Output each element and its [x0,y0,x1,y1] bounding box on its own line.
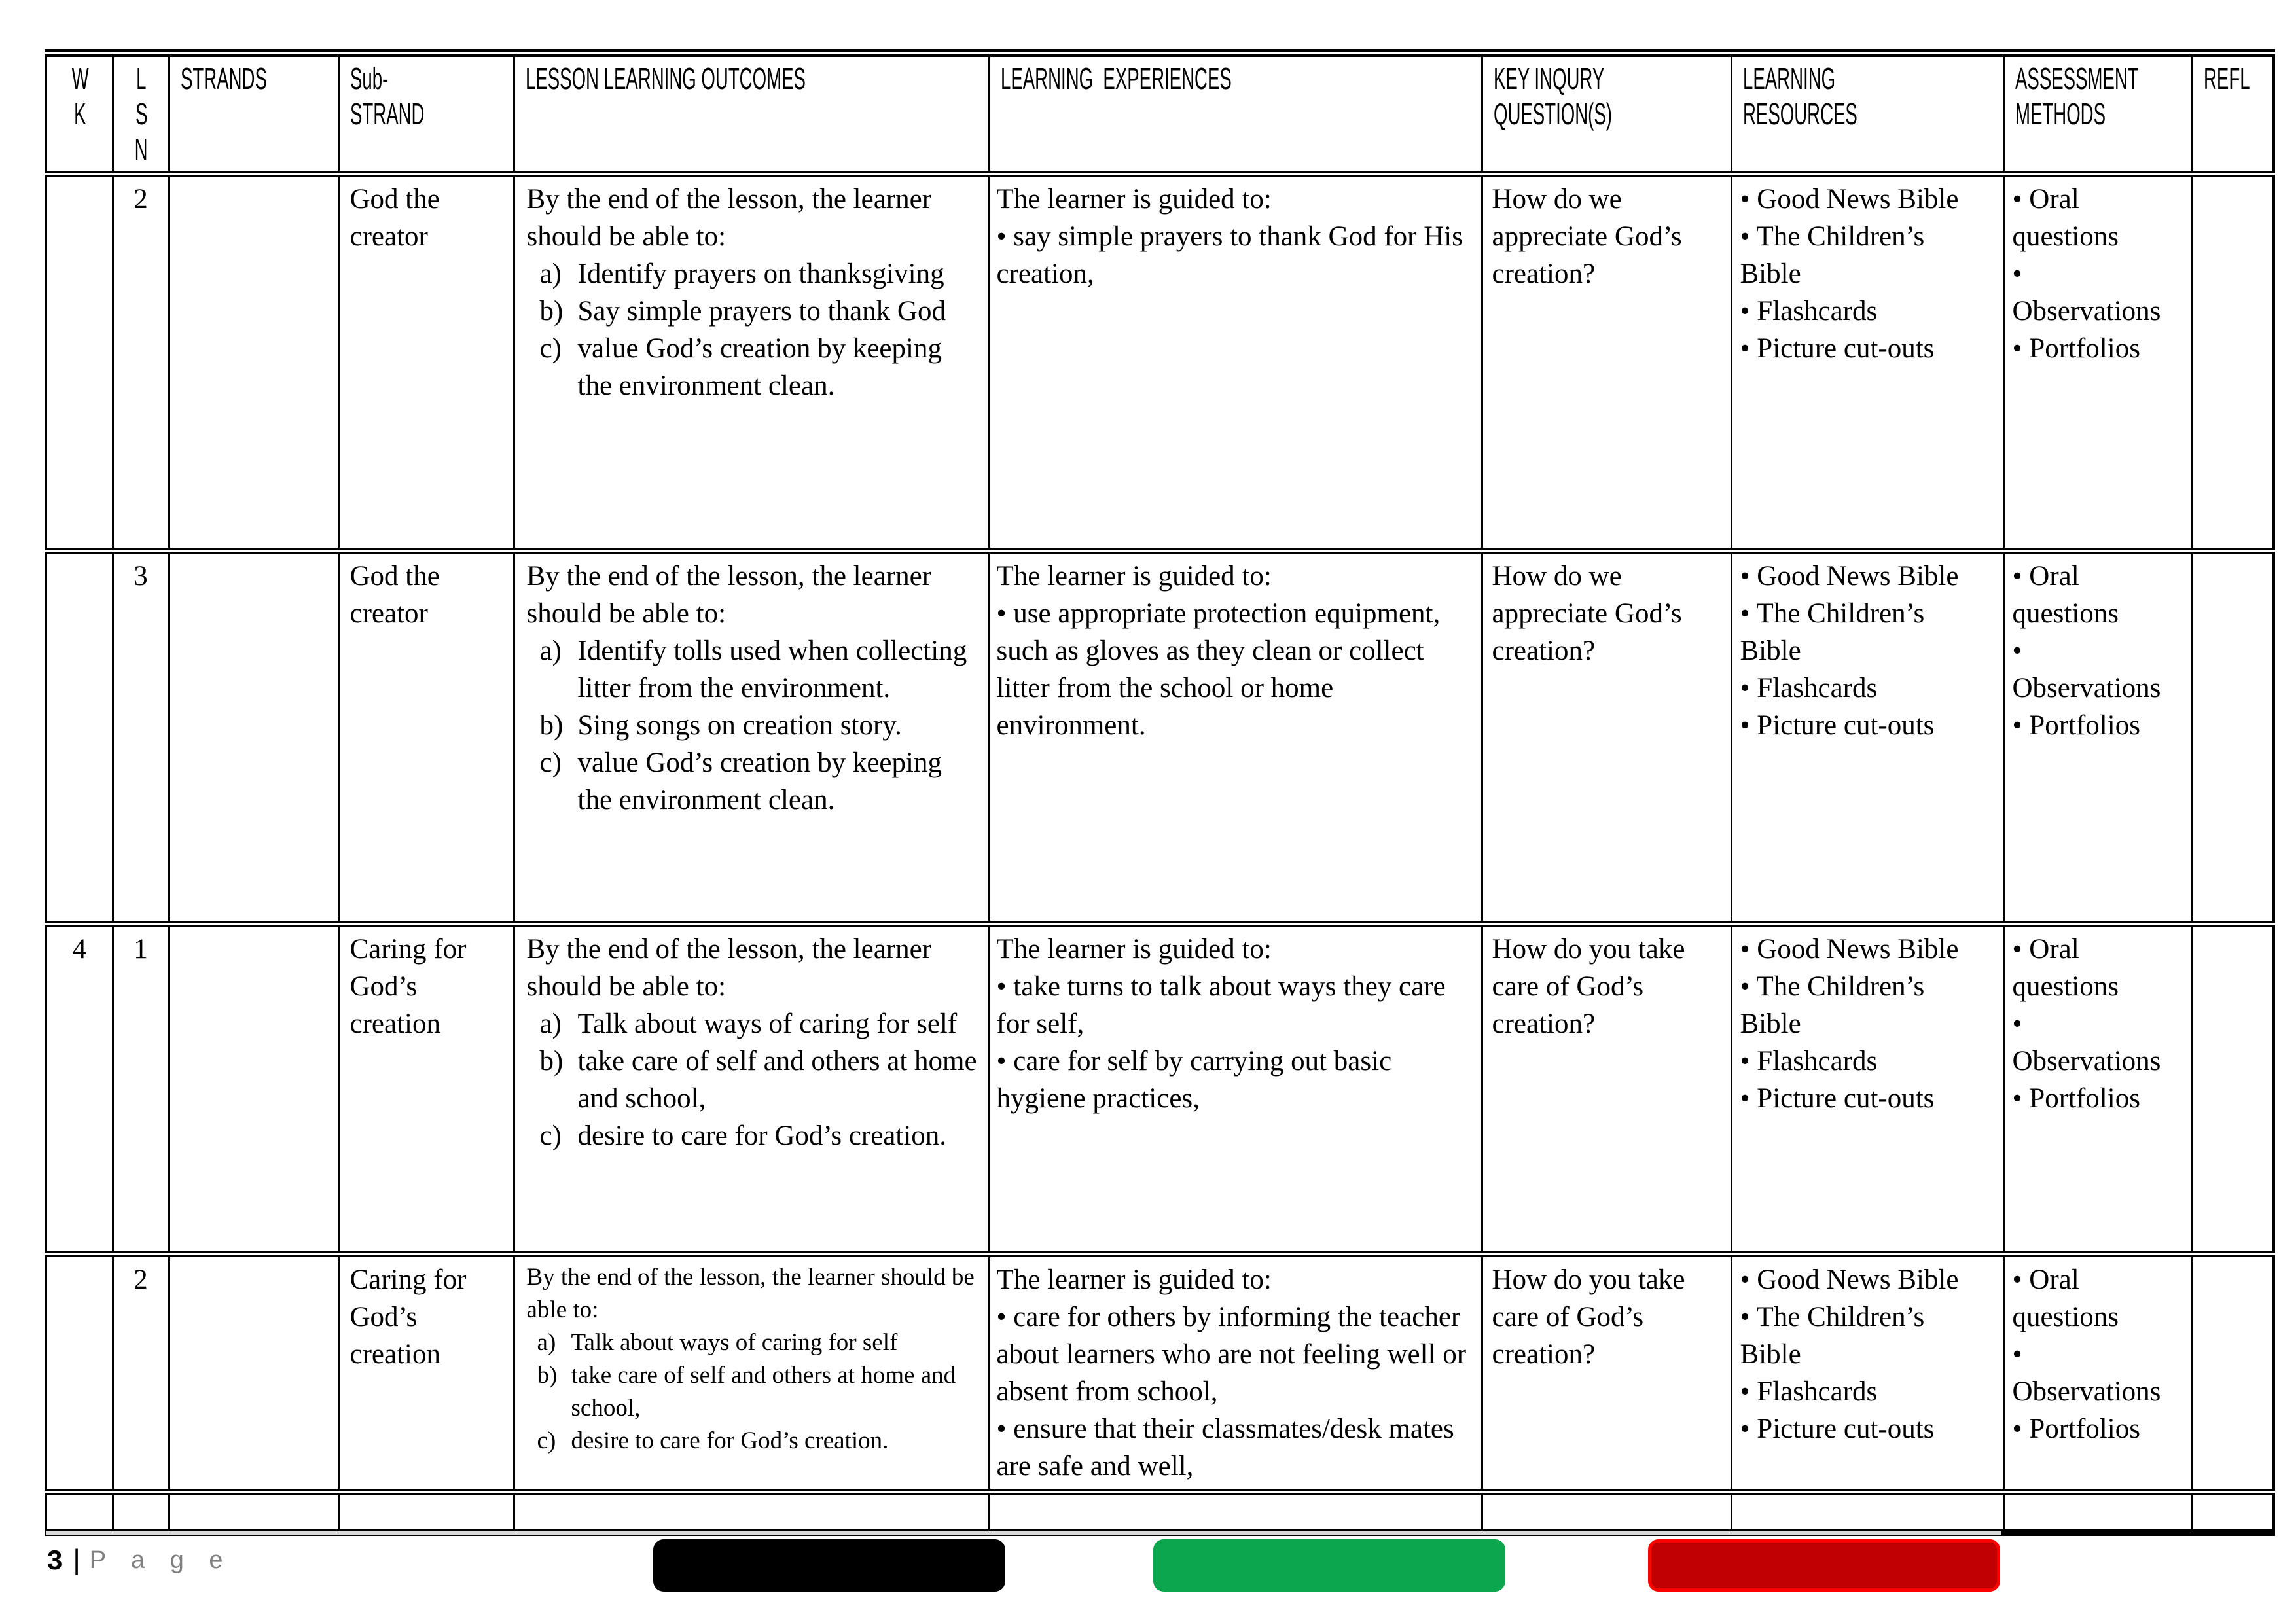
cell-inquiry: How do you take care of God’s creation? [1482,924,1731,1255]
resource-item: • The Children’s Bible [1740,1302,1925,1370]
cell-substrand: Caring for God’s creation [338,1255,514,1492]
column-header-label: REFL [2203,62,2250,96]
column-header-refl [2192,53,2274,174]
assessment-item: • Portfolios [2012,1083,2140,1114]
cell-lsn: 1 [113,924,169,1255]
footer-divider-line [46,1531,2001,1535]
outcome-item: Identify prayers on thanksgiving [577,259,944,289]
assessment-list [2013,1261,2168,1448]
cell-inquiry: How do we appreciate God’s creation? [1482,174,1731,551]
assessment-list [2013,931,2168,1117]
experience-item: • care for self by carrying out basic hygiene practices, [996,1046,1392,1114]
resource-item: • Flashcards [1740,1046,1878,1077]
resource-item: • Picture cut-outs [1740,710,1935,741]
cell-resources [1731,174,2003,551]
cell-inquiry [1482,1492,1731,1533]
column-header-experiences [989,53,1482,174]
outcome-item: Talk about ways of caring for self [571,1329,898,1356]
resource-item: • The Children’s Bible [1740,598,1925,666]
cell-strand [169,1492,338,1533]
footer-bar-black [653,1539,1005,1592]
column-header-label: QUESTION(S) [1493,97,1612,131]
resource-item: • Good News Bible [1740,184,1959,215]
cell-experiences [989,1255,1482,1492]
experience-item: • use appropriate protection equipment, such as gloves as they clean or collect litter from the school or home environment. [996,598,1441,741]
outcome-item: Sing songs on creation story. [577,710,902,741]
column-header-resources [1731,53,2003,174]
outcome-item: desire to care for God’s creation. [577,1120,947,1151]
assessment-list [2013,181,2168,367]
cell-experiences [989,1492,1482,1533]
cell-substrand [338,1492,514,1533]
cell-wk [46,551,113,924]
cell-lsn: 2 [113,174,169,551]
column-header-label: S [135,97,148,131]
resource-item: • Flashcards [1740,673,1878,704]
footer-bar-green [1153,1539,1505,1592]
resource-item: • Picture cut-outs [1740,333,1935,364]
cell-wk [46,174,113,551]
experiences-intro: The learner is guided to: [996,561,1272,592]
page-word: P a g e [89,1546,232,1574]
outcome-item: Say simple prayers to thank God [577,296,946,327]
cell-strand [169,551,338,924]
table-header-row [46,53,2274,174]
column-header-label: K [74,97,86,131]
cell-substrand: Caring for God’s creation [338,924,514,1255]
column-header-label: ASSESSMENT [2015,62,2139,96]
experiences-intro: The learner is guided to: [996,1264,1272,1295]
column-header-strand [169,53,338,174]
table-header-row [46,53,2274,174]
column-header-label: W [71,62,89,96]
assessment-item: • Portfolios [2012,1414,2140,1444]
scheme-of-work-table [45,49,2275,1536]
outcome-item: desire to care for God’s creation. [571,1427,889,1454]
outcome-item: Identify tolls used when collecting litter from the environment. [577,635,967,704]
assessment-item: • Observations [2012,635,2161,704]
assessment-item: • Oral questions [2012,1264,2119,1332]
experience-item: • care for others by informing the teacher about learners who are not feeling well or absent from school, [996,1302,1467,1407]
footer-bar-red [1648,1539,2000,1592]
outcomes-list [527,255,978,404]
cell-resources [1731,924,2003,1255]
resource-item: • The Children’s Bible [1740,971,1925,1039]
assessment-item: • Oral questions [2012,934,2119,1002]
column-header-substrand [338,53,514,174]
page-footer [47,1539,232,1581]
cell-assessment [2003,924,2192,1255]
cell-lsn [113,1492,169,1533]
cell-assessment [2003,174,2192,551]
cell-resources [1731,1492,2003,1533]
cell-resources [1731,551,2003,924]
resource-item: • Flashcards [1740,296,1878,327]
cell-substrand: God the creator [338,551,514,924]
cell-experiences [989,551,1482,924]
resource-item: • Flashcards [1740,1376,1878,1407]
cell-inquiry: How do you take care of God’s creation? [1482,1255,1731,1492]
column-header-lsn [113,53,169,174]
outcome-item: Talk about ways of caring for self [577,1008,958,1039]
table-row [46,174,2274,551]
cell-assessment [2003,551,2192,924]
resource-item: • Picture cut-outs [1740,1414,1935,1444]
column-header-inquiry [1482,53,1731,174]
column-header-label: LEARNING EXPERIENCES [1000,62,1232,96]
cell-experiences [989,174,1482,551]
experiences-intro: The learner is guided to: [996,184,1272,215]
cell-outcomes [514,924,989,1255]
page-number-separator: | [73,1544,81,1576]
cell-wk: 4 [46,924,113,1255]
column-header-outcomes [514,53,989,174]
outcomes-intro: By the end of the lesson, the learner should be able to: [526,184,932,252]
cell-refl [2192,174,2274,551]
assessment-item: • Observations [2012,259,2161,327]
cell-outcomes [514,551,989,924]
cell-strand [169,174,338,551]
assessment-item: • Oral questions [2012,561,2119,629]
outcomes-intro: By the end of the lesson, the learner should be able to: [526,934,932,1002]
column-header-label: Sub- [350,62,388,96]
resource-item: • Picture cut-outs [1740,1083,1935,1114]
cell-outcomes [514,174,989,551]
experience-item: • ensure that their classmates/desk mates are safe and well, [996,1414,1454,1482]
cell-wk [46,1492,113,1533]
outcome-item: take care of self and others at home and school, [577,1046,977,1114]
assessment-item: • Portfolios [2012,333,2140,364]
assessment-item: • Oral questions [2012,184,2119,252]
column-header-label: L [136,62,147,96]
cell-refl [2192,551,2274,924]
outcome-item: value God’s creation by keeping the environment clean. [577,747,942,815]
cell-strand [169,1255,338,1492]
outcomes-intro: By the end of the lesson, the learner should be able to: [526,1264,975,1323]
resource-item: • Good News Bible [1740,561,1959,592]
cell-experiences [989,924,1482,1255]
cell-substrand: God the creator [338,174,514,551]
cell-wk [46,1255,113,1492]
cell-strand [169,924,338,1255]
outcomes-list [527,632,978,819]
table-row [46,1492,2274,1533]
experiences-intro: The learner is guided to: [996,934,1272,965]
column-header-label: KEY INQURY [1493,62,1604,96]
column-header-label: LEARNING [1742,62,1835,96]
column-header-label: RESOURCES [1742,97,1857,131]
page-number: 3 [47,1544,63,1575]
cell-refl [2192,1255,2274,1492]
column-header-label: METHODS [2015,97,2106,131]
experience-item: • say simple prayers to thank God for His creation, [996,221,1463,289]
table-row [46,551,2274,924]
cell-lsn: 3 [113,551,169,924]
table-row [46,1255,2274,1492]
outcomes-intro: By the end of the lesson, the learner should be able to: [526,561,932,629]
assessment-item: • Observations [2012,1008,2161,1077]
cell-assessment [2003,1255,2192,1492]
column-header-wk [46,53,113,174]
assessment-list [2013,558,2168,744]
cell-inquiry: How do we appreciate God’s creation? [1482,551,1731,924]
outcome-item: take care of self and others at home and school, [571,1362,956,1421]
assessment-item: • Observations [2012,1339,2161,1407]
cell-resources [1731,1255,2003,1492]
outcomes-list [527,1005,978,1154]
column-header-label: N [135,132,148,166]
column-header-label: LESSON LEARNING OUTCOMES [525,62,806,96]
cell-assessment [2003,1492,2192,1533]
cell-outcomes [514,1492,989,1533]
assessment-item: • Portfolios [2012,710,2140,741]
cell-outcomes [514,1255,989,1492]
experience-item: • take turns to talk about ways they care for self, [996,971,1446,1039]
cell-refl [2192,924,2274,1255]
table-row [46,924,2274,1255]
resource-item: • Good News Bible [1740,934,1959,965]
resource-item: • Good News Bible [1740,1264,1959,1295]
resource-item: • The Children’s Bible [1740,221,1925,289]
outcome-item: value God’s creation by keeping the environment clean. [577,333,942,401]
column-header-label: STRANDS [180,62,267,96]
column-header-assessment [2003,53,2192,174]
cell-refl [2192,1492,2274,1533]
column-header-label: STRAND [350,97,424,131]
outcomes-list [527,1327,978,1457]
cell-lsn: 2 [113,1255,169,1492]
